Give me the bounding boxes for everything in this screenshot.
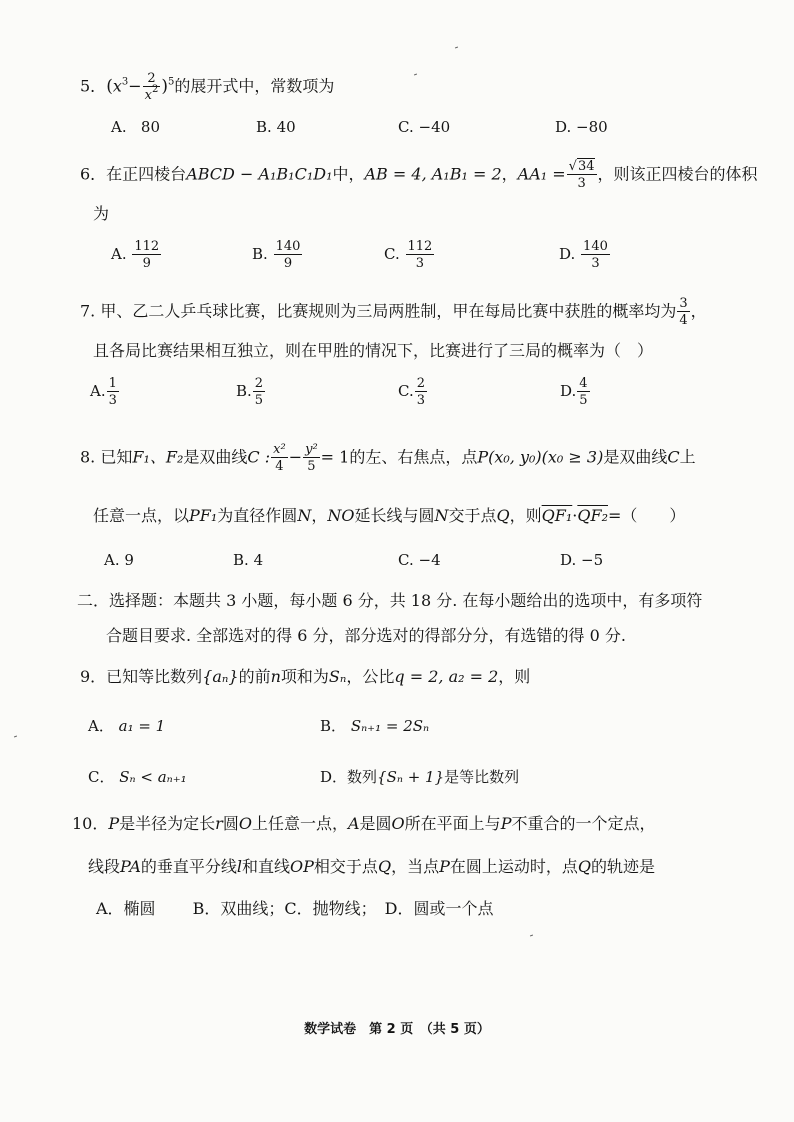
question-5: 5．($x^3-$ $\frac{2}{x^2}$ )$^5$的展开式中，常数项为 bbox=[80, 71, 335, 103]
q6-option-c[interactable]: C. $\frac{112}{3}$ bbox=[384, 239, 433, 271]
question-9: 9．已知等比数列{aₙ}的前n项和为Sₙ，公比q = 2, a₂ = 2，则 bbox=[80, 667, 531, 686]
section-2-heading-line2: 合题目要求. 全部选对的得 6 分，部分选对的得部分分，有选错的得 0 分. bbox=[106, 626, 626, 645]
q5-option-a[interactable]: A. 80 bbox=[111, 118, 161, 136]
question-7-line2: 且各局比赛结果相互独立，则在甲胜的情况下，比赛进行了三局的概率为（ ） bbox=[93, 341, 654, 360]
question-8: 8. 已知F₁、F₂是双曲线C : $\frac{\text{x²}}{4}$ − $\frac{\text{y²}}{5}$ = 1的左、右焦点，点P(x₀, y₀)(x₀ ≥ 3)是双曲线C上 bbox=[80, 442, 696, 474]
q9-option-a[interactable]: A． a₁ = 1 bbox=[88, 717, 166, 735]
q9-option-d[interactable]: D．数列{Sₙ + 1}是等比数列 bbox=[320, 768, 520, 786]
q5-option-c[interactable]: C. −40 bbox=[398, 118, 451, 136]
question-10: 10．P是半径为定长r圆O上任意一点，A是圆O所在平面上与P不重合的一个定点， bbox=[72, 814, 656, 833]
page-footer: 数学试卷 第 2 页 （共 5 页） bbox=[304, 1022, 490, 1037]
question-10-line2: 线段PA的垂直平分线l和直线OP相交于点Q，当点P在圆上运动时，点Q的轨迹是 bbox=[88, 857, 655, 876]
q7-option-a[interactable]: A. $\frac{1}{3}$ bbox=[90, 376, 117, 408]
q7-option-c[interactable]: C. $\frac{2}{3}$ bbox=[398, 376, 425, 408]
q9-option-b[interactable]: B． Sₙ₊₁ = 2Sₙ bbox=[320, 717, 430, 735]
scan-speck bbox=[530, 935, 533, 937]
question-6: 6．在正四棱台ABCD − A₁B₁C₁D₁中，AB = 4, A₁B₁ = 2，AA₁ = $\frac{√34}{3}$ ，则该正四棱台的体积 bbox=[80, 159, 758, 191]
section-2-heading: 二．选择题：本题共 3 小题，每小题 6 分，共 18 分. 在每小题给出的选项中，有多项符 bbox=[77, 591, 703, 610]
q8-option-a[interactable]: A. 9 bbox=[104, 551, 134, 569]
question-7: 7. 甲、乙二人乒乓球比赛，比赛规则为三局两胜制，甲在每局比赛中获胜的概率均为 $\frac{3}{4}$ ， bbox=[80, 296, 707, 328]
q10-options[interactable]: A．椭圆 B．双曲线；C．抛物线； D．圆或一个点 bbox=[96, 899, 494, 918]
question-6-line2: 为 bbox=[93, 204, 110, 223]
scan-speck bbox=[414, 74, 417, 76]
q7-option-b[interactable]: B. $\frac{2}{5}$ bbox=[236, 376, 264, 408]
q6-option-b[interactable]: B. $\frac{140}{9}$ bbox=[252, 239, 301, 271]
q6-option-d[interactable]: D. $\frac{140}{3}$ bbox=[559, 239, 608, 271]
q5-option-b[interactable]: B. 40 bbox=[256, 118, 296, 136]
q8-option-b[interactable]: B. 4 bbox=[233, 551, 264, 569]
q6-option-a[interactable]: A. $\frac{112}{9}$ bbox=[111, 239, 160, 271]
scan-speck bbox=[14, 736, 17, 738]
q9-option-c[interactable]: C． Sₙ < aₙ₊₁ bbox=[88, 768, 187, 786]
q8-option-c[interactable]: C. −4 bbox=[398, 551, 441, 569]
q7-option-d[interactable]: D. $\frac{4}{5}$ bbox=[560, 376, 588, 408]
scan-speck bbox=[455, 47, 458, 49]
q8-option-d[interactable]: D. −5 bbox=[560, 551, 604, 569]
question-8-line2: 任意一点，以PF₁为直径作圆N，NO延长线与圆N交于点Q，则QF₁·QF₂=（ ） bbox=[93, 506, 686, 525]
q5-option-d[interactable]: D. −80 bbox=[555, 118, 608, 136]
